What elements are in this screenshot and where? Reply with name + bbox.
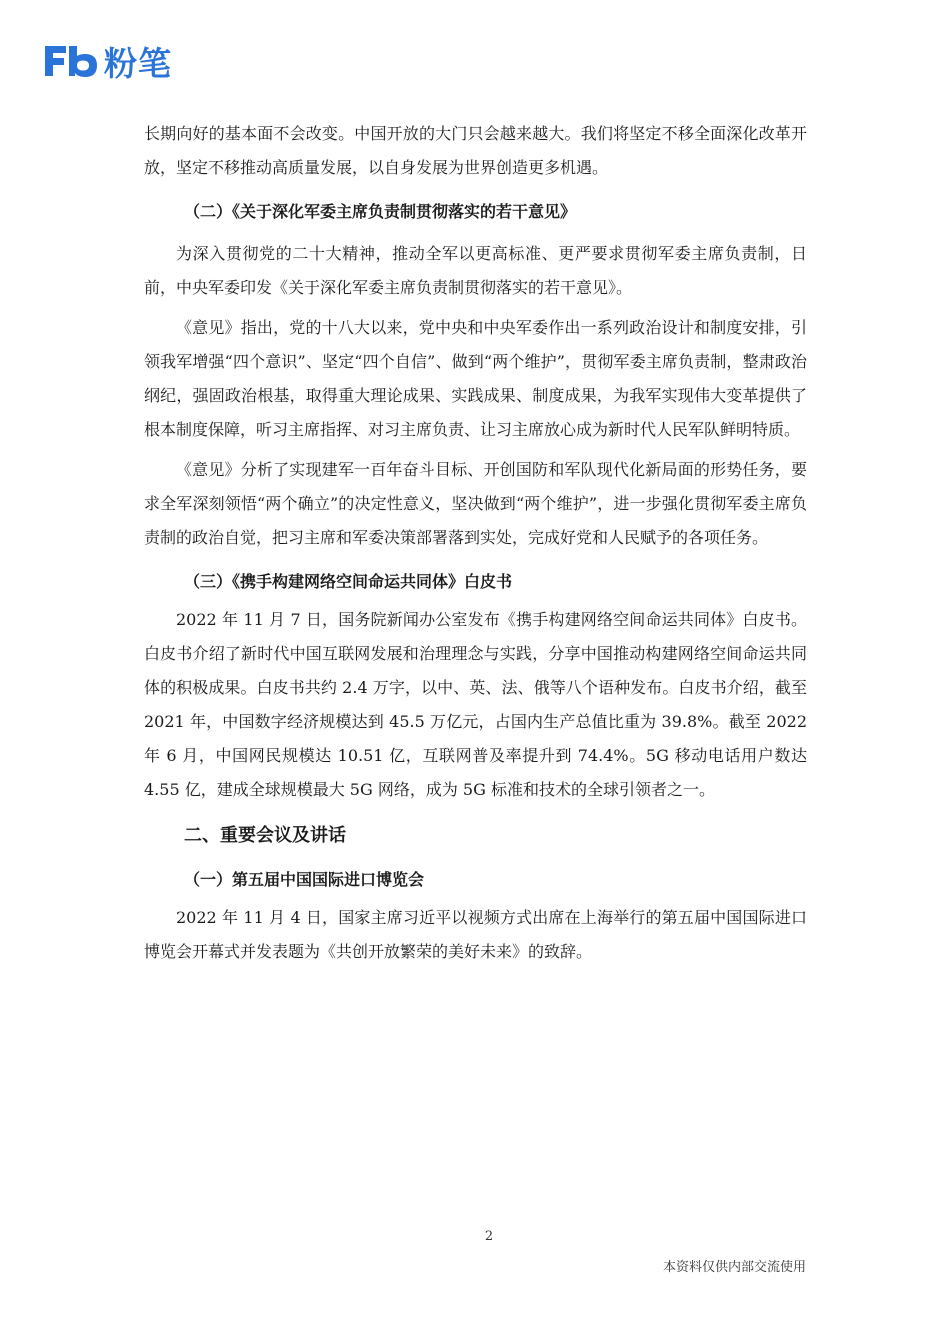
- footer-note: 本资料仅供内部交流使用: [662, 1260, 806, 1275]
- section-heading-2: （二）《关于深化军委主席负责制贯彻落实的若干意见》: [184, 202, 577, 221]
- chapter-heading: 二、重要会议及讲话: [184, 825, 346, 846]
- brand-name: 粉笔: [104, 43, 172, 83]
- section-heading-1: （一）第五届中国国际进口博览会: [184, 870, 425, 889]
- document-body: [144, 112, 807, 969]
- paragraph-continued: 长期向好的基本面不会改变。中国开放的大门只会越来越大。我们将坚定不移全面深化改革开放，坚定不移推动高质量发展，以自身发展为世界创造更多机遇。: [144, 124, 807, 177]
- fb-logo-icon: [42, 42, 102, 80]
- paragraph: 为深入贯彻党的二十大精神，推动全军以更高标准、更严要求贯彻军委主席负责制，日前，中央军委印发《关于深化军委主席负责制贯彻落实的若干意见》。: [144, 244, 807, 297]
- page-number: 2: [484, 1229, 494, 1244]
- brand-logo: [42, 40, 172, 82]
- paragraph: 2022 年 11 月 4 日，国家主席习近平以视频方式出席在上海举行的第五届中国国际进口博览会开幕式并发表题为《共创开放繁荣的美好未来》的致辞。: [144, 908, 807, 961]
- section-heading-3: （三）《携手构建网络空间命运共同体》白皮书: [184, 572, 513, 591]
- paragraph: 2022 年 11 月 7 日，国务院新闻办公室发布《携手构建网络空间命运共同体》白皮书。白皮书介绍了新时代中国互联网发展和治理理念与实践，分享中国推动构建网络空间命运共同体的积极成果。白皮书共约 2.4 万字，以中、英、法、俄等八个语种发布。白皮书介绍，截至 2021 年，中国数字经济规模达到 45.5 万亿元，占国内生产总值比重为 39.8%。截至 2022 年 6 月，中国网民规模达 10.51 亿，互联网普及率提升到 74.4%。5G 移动电话用户数达 4.55 亿，建成全球规模最大 5G 网络，成为 5G 标准和技术的全球引领者之一。: [144, 610, 807, 799]
- paragraph: 《意见》分析了实现建军一百年奋斗目标、开创国防和军队现代化新局面的形势任务，要求全军深刻领悟“两个确立”的决定性意义，坚决做到“两个维护”，进一步强化贯彻军委主席负责制的政治自觉，把习主席和军委决策部署落到实处，完成好党和人民赋予的各项任务。: [144, 460, 807, 547]
- paragraph: 《意见》指出，党的十八大以来，党中央和中央军委作出一系列政治设计和制度安排，引领我军增强“四个意识”、坚定“四个自信”、做到“两个维护”，贯彻军委主席负责制，整肃政治纲纪，强固政治根基，取得重大理论成果、实践成果、制度成果，为我军实现伟大变革提供了根本制度保障，听习主席指挥、对习主席负责、让习主席放心成为新时代人民军队鲜明特质。: [144, 318, 807, 439]
